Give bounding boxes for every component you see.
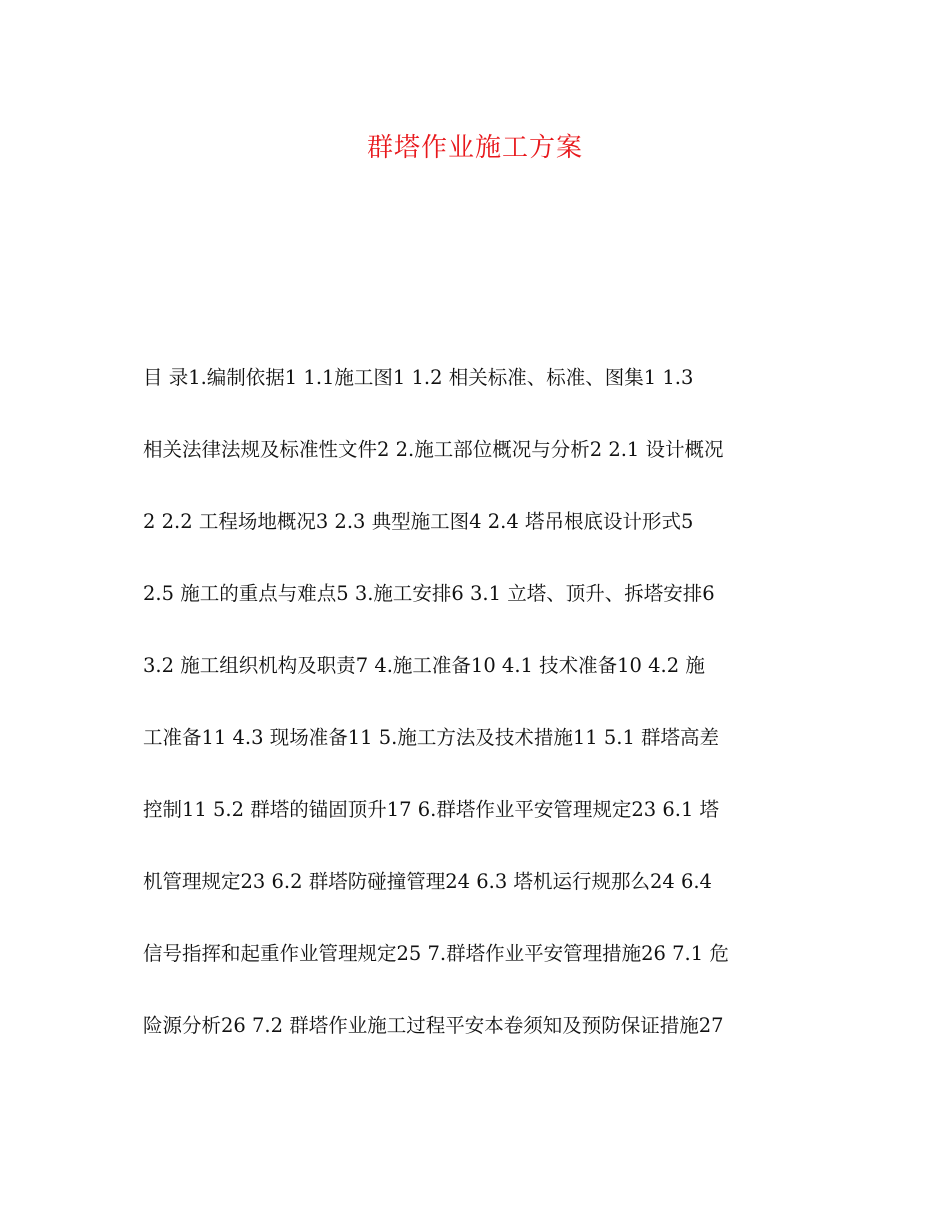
toc-line: 目 录1.编制依据1 1.1施工图1 1.2 相关标准、标准、图集1 1.3 — [143, 366, 694, 389]
toc-line: 相关法律法规及标准性文件2 2.施工部位概况与分析2 2.1 设计概况 — [143, 438, 724, 461]
toc-line: 2.5 施工的重点与难点5 3.施工安排6 3.1 立塔、顶升、拆塔安排6 — [143, 582, 715, 605]
toc-line: 机管理规定23 6.2 群塔防碰撞管理24 6.3 塔机运行规那么24 6.4 — [143, 870, 712, 893]
toc-line: 信号指挥和起重作业管理规定25 7.群塔作业平安管理措施26 7.1 危 — [143, 942, 729, 965]
toc-line: 工准备11 4.3 现场准备11 5.施工方法及技术措施11 5.1 群塔高差 — [143, 726, 720, 749]
document-title: 群塔作业施工方案 — [366, 133, 583, 163]
toc-line: 2 2.2 工程场地概况3 2.3 典型施工图4 2.4 塔吊根底设计形式5 — [143, 510, 694, 533]
toc-line: 控制11 5.2 群塔的锚固顶升17 6.群塔作业平安管理规定23 6.1 塔 — [143, 798, 720, 821]
toc-line: 险源分析26 7.2 群塔作业施工过程平安本卷须知及预防保证措施27 — [143, 1014, 724, 1037]
toc-line: 3.2 施工组织机构及职责7 4.施工准备10 4.1 技术准备10 4.2 施 — [143, 654, 705, 677]
table-of-contents — [143, 358, 823, 1078]
